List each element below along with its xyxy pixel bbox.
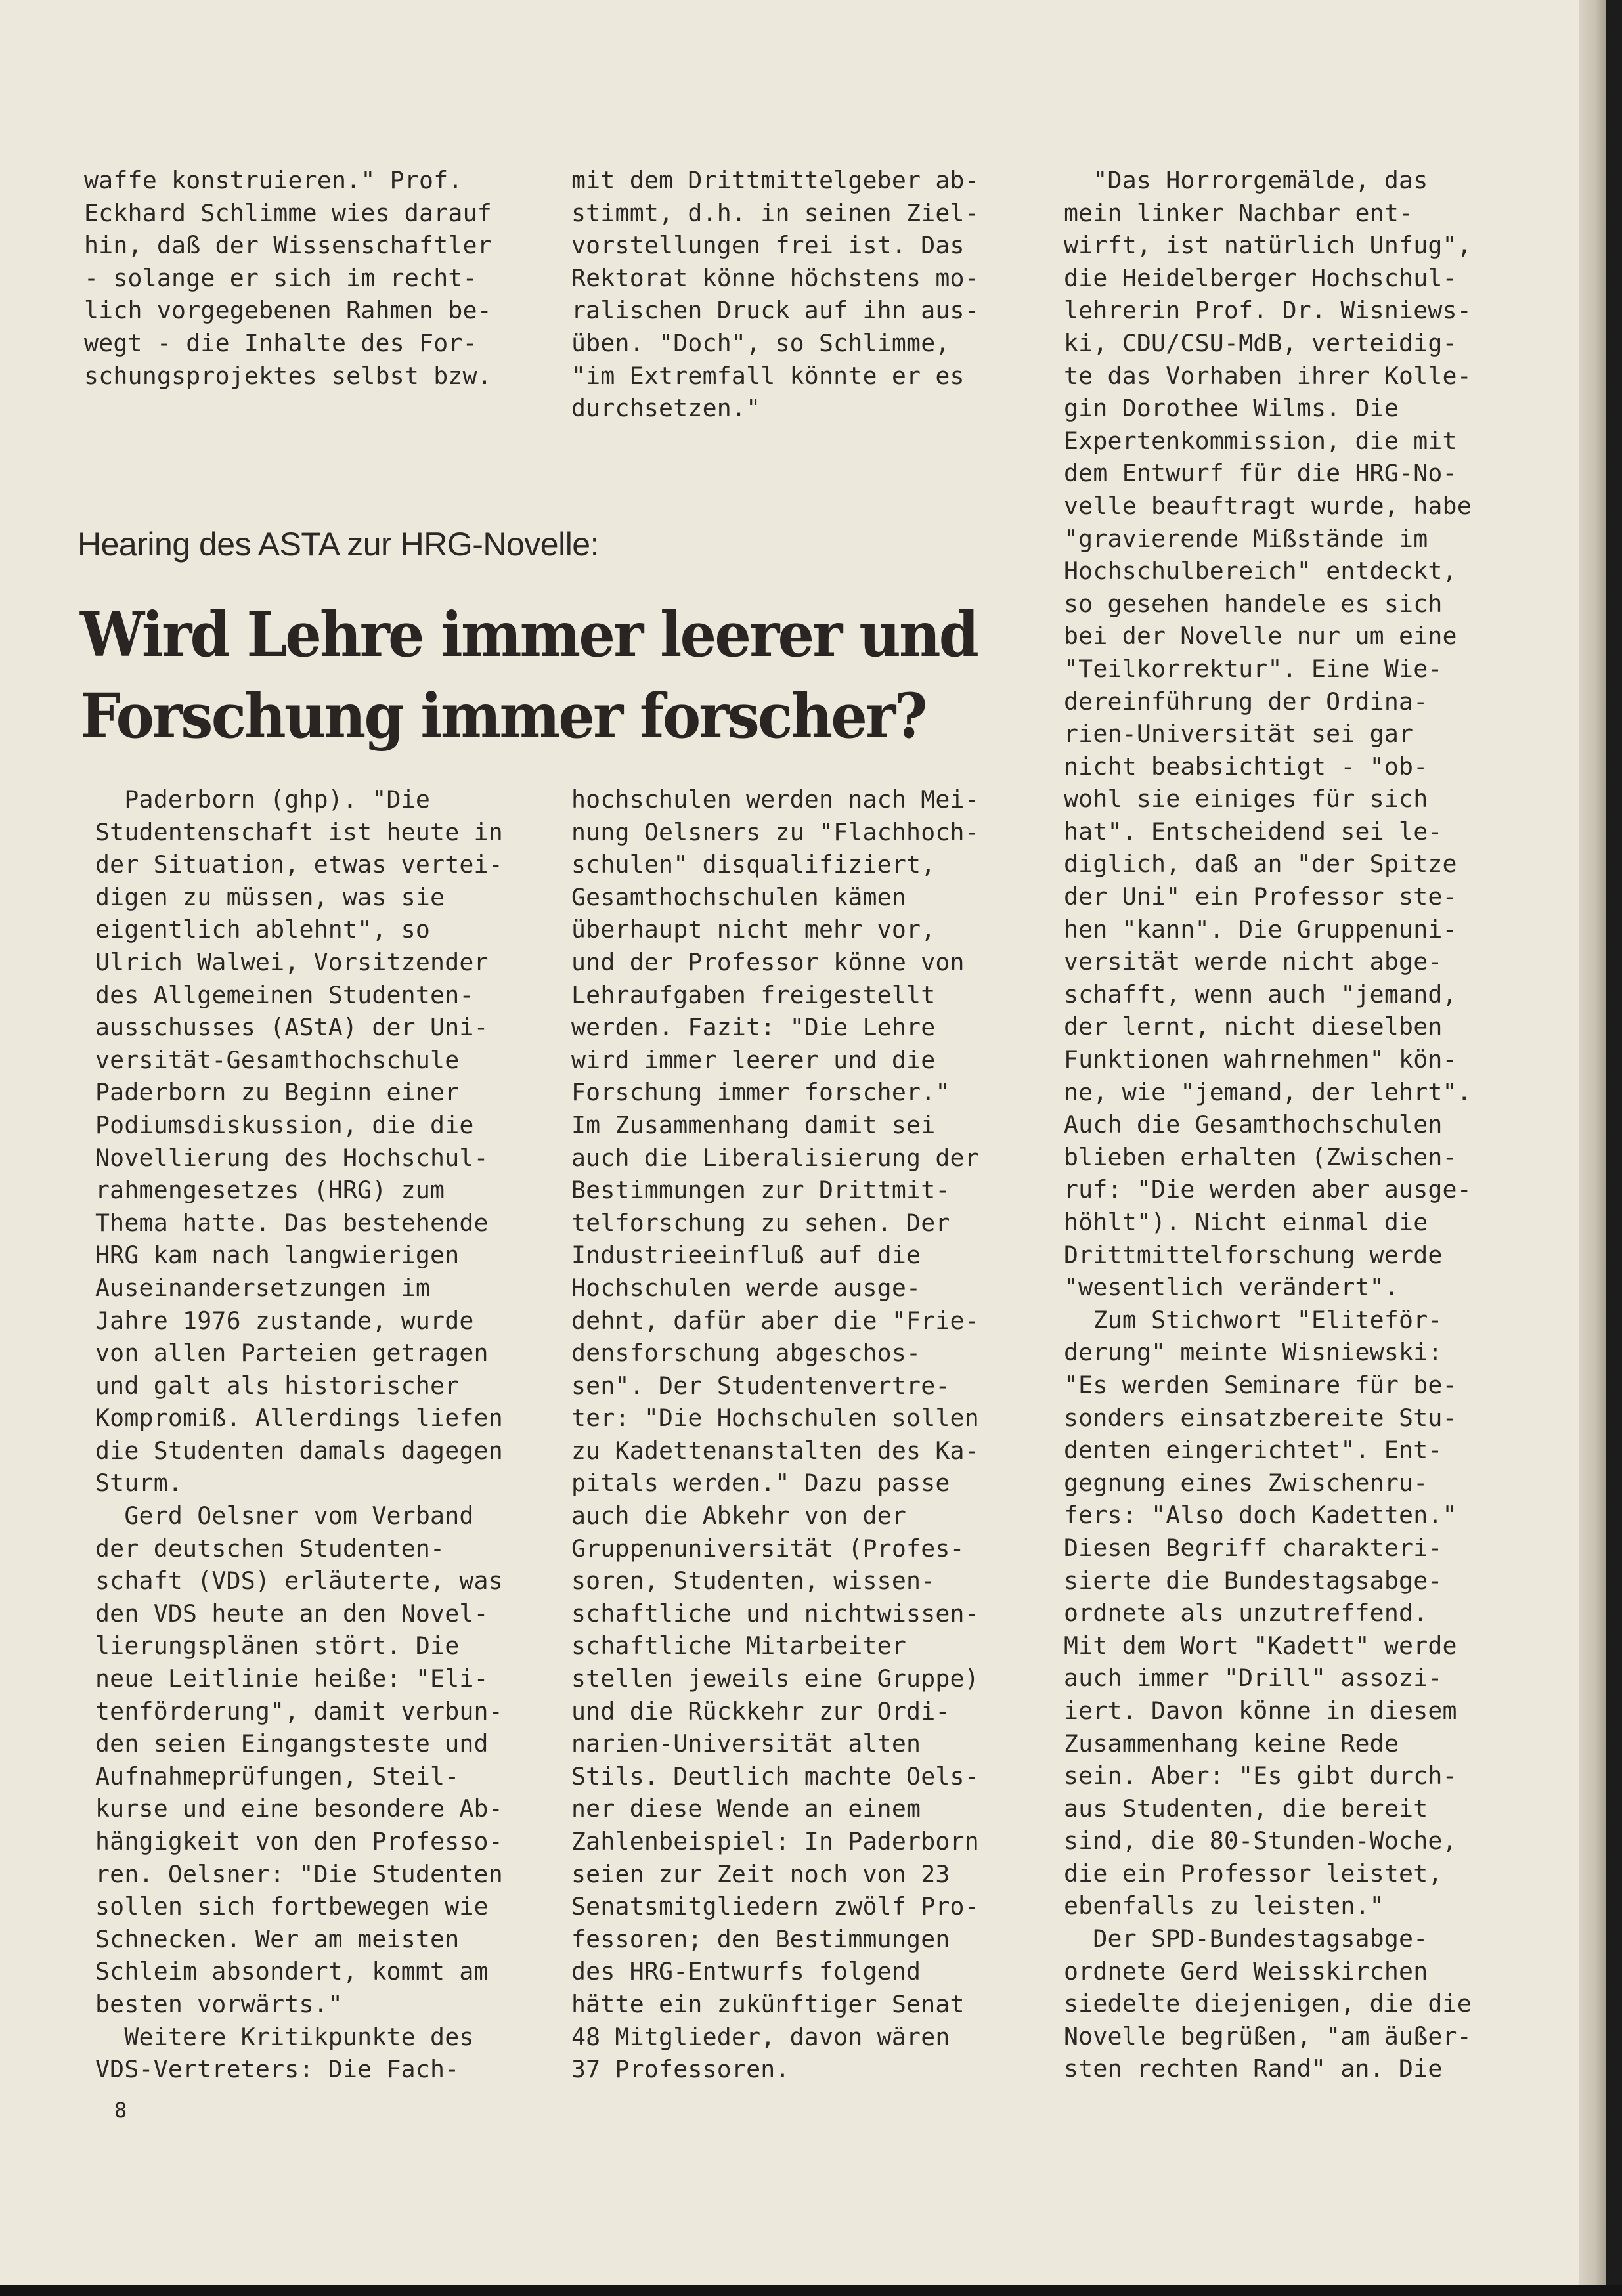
text-line: sten rechten Rand" an. Die — [1064, 2054, 1443, 2083]
text-line: Forschung immer forscher." — [571, 1078, 950, 1107]
text-line: ebenfalls zu leisten." — [1064, 1892, 1384, 1920]
text-line: dereinführung der Ordina- — [1064, 687, 1428, 716]
text-line: schulen" disqualifiziert, — [571, 850, 936, 879]
text-line: hin, daß der Wissenschaftler — [84, 231, 492, 260]
text-line: und der Professor könne von — [571, 947, 965, 976]
text-line: eigentlich ablehnt", so — [95, 915, 431, 944]
text-line: sen". Der Studentenvertre- — [571, 1371, 950, 1400]
text-line: und die Rückkehr zur Ordi- — [571, 1697, 950, 1725]
article-headline — [80, 594, 977, 757]
text-line: iert. Davon könne in diesem — [1064, 1696, 1457, 1725]
text-line: "Teilkorrektur". Eine Wie- — [1064, 654, 1443, 683]
text-line: Novellierung des Hochschul- — [95, 1143, 489, 1172]
text-line: Drittmittelforschung werde — [1064, 1240, 1443, 1269]
text-line: Hochschulbereich" entdeckt, — [1064, 557, 1457, 586]
text-line: der Uni" ein Professor ste- — [1064, 882, 1457, 911]
text-line: Mit dem Wort "Kadett" werde — [1064, 1631, 1457, 1660]
text-line: ordnete Gerd Weisskirchen — [1064, 1957, 1428, 1985]
text-line: Zusammenhang keine Rede — [1064, 1729, 1399, 1758]
column-left — [95, 783, 503, 2086]
text-line: Ulrich Walwei, Vorsitzender — [95, 947, 489, 976]
text-line: Lehraufgaben freigestellt — [571, 980, 936, 1009]
text-line: waffe konstruieren." Prof. — [84, 166, 463, 194]
text-line: Studentenschaft ist heute in — [95, 817, 503, 846]
text-line: velle beauftragt wurde, habe — [1064, 491, 1472, 520]
text-line: dehnt, dafür aber die "Frie- — [571, 1306, 979, 1335]
text-line: wird immer leerer und die — [571, 1045, 936, 1074]
text-line: digen zu müssen, was sie — [95, 882, 445, 911]
text-line: Funktionen wahrnehmen" kön- — [1064, 1045, 1457, 1074]
text-line: "Das Horrorgemälde, das — [1064, 166, 1428, 194]
text-line: Jahre 1976 zustande, wurde — [95, 1306, 474, 1335]
text-line: nicht beabsichtigt - "ob- — [1064, 752, 1428, 781]
text-line: denten eingerichtet". Ent- — [1064, 1436, 1443, 1465]
text-line: gin Dorothee Wilms. Die — [1064, 394, 1399, 423]
headline-line-2: Forschung immer forscher? — [80, 680, 926, 752]
text-line: fessoren; den Bestimmungen — [571, 1924, 950, 1953]
text-line: hat". Entscheidend sei le- — [1064, 817, 1443, 846]
text-line: "im Extremfall könnte er es — [571, 361, 965, 390]
text-line: ki, CDU/CSU-MdB, verteidig- — [1064, 328, 1457, 357]
text-line: bei der Novelle nur um eine — [1064, 622, 1457, 651]
text-line: Industrieeinfluß auf die — [571, 1241, 921, 1270]
text-line: auch immer "Drill" assozi- — [1064, 1664, 1443, 1693]
text-line: Im Zusammenhang damit sei — [571, 1110, 936, 1139]
text-line: - solange er sich im recht- — [84, 263, 477, 292]
text-line: dem Entwurf für die HRG-No- — [1064, 459, 1457, 488]
text-line: Rektorat könne höchstens mo- — [571, 263, 979, 292]
text-line: derung" meinte Wisniewski: — [1064, 1338, 1443, 1367]
text-line: Gesamthochschulen kämen — [571, 882, 907, 911]
text-line: sollen sich fortbewegen wie — [95, 1892, 489, 1921]
headline-line-1: Wird Lehre immer leerer und — [80, 599, 978, 671]
text-line: überhaupt nicht mehr vor, — [571, 915, 936, 944]
text-line: Zum Stichwort "Eliteför- — [1064, 1305, 1443, 1334]
text-line: "gravierende Mißstände im — [1064, 524, 1428, 553]
text-line: mit dem Drittmittelgeber ab- — [571, 166, 979, 194]
text-line: Gerd Oelsner vom Verband — [95, 1502, 474, 1530]
text-line: 48 Mitglieder, davon wären — [571, 2022, 950, 2051]
text-line: Expertenkommission, die mit — [1064, 426, 1457, 455]
text-line: blieben erhalten (Zwischen- — [1064, 1142, 1457, 1171]
text-line: diglich, daß an "der Spitze — [1064, 850, 1457, 878]
text-line: telforschung zu sehen. Der — [571, 1208, 950, 1237]
text-line: durchsetzen." — [571, 394, 761, 423]
text-line: schafft, wenn auch "jemand, — [1064, 980, 1457, 1008]
text-line: Auch die Gesamthochschulen — [1064, 1110, 1443, 1139]
text-line: des Allgemeinen Studenten- — [95, 980, 474, 1009]
text-line: siedelte diejenigen, die die — [1064, 1989, 1472, 2018]
text-line: schaftliche Mitarbeiter — [571, 1632, 907, 1660]
text-line: so gesehen handele es sich — [1064, 589, 1443, 618]
text-line: zu Kadettenanstalten des Ka- — [571, 1436, 979, 1465]
scan-border — [0, 2285, 1622, 2296]
text-line: stimmt, d.h. in seinen Ziel- — [571, 198, 979, 227]
text-line: sind, die 80-Stunden-Woche, — [1064, 1827, 1457, 1855]
text-line: rahmengesetzes (HRG) zum — [95, 1176, 445, 1205]
column-middle — [571, 783, 979, 2086]
text-line: Auseinandersetzungen im — [95, 1273, 431, 1302]
text-line: ausschusses (AStA) der Uni- — [95, 1013, 489, 1042]
text-line: HRG kam nach langwierigen — [95, 1241, 460, 1270]
text-line: Kompromiß. Allerdings liefen — [95, 1404, 503, 1433]
text-line: "Es werden Seminare für be- — [1064, 1370, 1457, 1399]
text-line: ordnete als unzutreffend. — [1064, 1599, 1428, 1628]
text-line: soren, Studenten, wissen- — [571, 1567, 936, 1595]
text-line: besten vorwärts." — [95, 1989, 343, 2018]
column-top-left — [84, 164, 492, 392]
text-line: hen "kann". Die Gruppenuni- — [1064, 915, 1457, 943]
text-line: densforschung abgeschos- — [571, 1339, 921, 1368]
text-line: wohl sie einiges für sich — [1064, 785, 1428, 813]
text-line: nung Oelsners zu "Flachhoch- — [571, 817, 979, 846]
binding-edge — [1579, 0, 1606, 2285]
text-line: auch die Liberalisierung der — [571, 1143, 979, 1172]
text-line: narien-Universität alten — [571, 1729, 921, 1758]
text-line: stellen jeweils eine Gruppe) — [571, 1664, 979, 1693]
page-number: 8 — [114, 2098, 127, 2123]
text-line: ralischen Druck auf ihn aus- — [571, 296, 979, 325]
text-line: VDS-Vertreters: Die Fach- — [95, 2055, 460, 2084]
text-line: hängigkeit von den Professo- — [95, 1827, 503, 1855]
text-line: höhlt"). Nicht einmal die — [1064, 1208, 1428, 1236]
text-line: den seien Eingangsteste und — [95, 1729, 489, 1758]
text-line: sierte die Bundestagsabge- — [1064, 1566, 1443, 1595]
text-line: Schleim absondert, kommt am — [95, 1957, 489, 1986]
text-line: der deutschen Studenten- — [95, 1534, 445, 1563]
text-line: lehrerin Prof. Dr. Wisniews- — [1064, 296, 1472, 325]
text-line: hochschulen werden nach Mei- — [571, 785, 979, 813]
column-right — [1064, 164, 1472, 2085]
text-line: gegnung eines Zwischenru- — [1064, 1468, 1428, 1497]
text-line: des HRG-Entwurfs folgend — [571, 1957, 921, 1986]
text-line: Der SPD-Bundestagsabge- — [1064, 1924, 1428, 1953]
text-line: lierungsplänen stört. Die — [95, 1632, 460, 1660]
text-line: schaftliche und nichtwissen- — [571, 1599, 979, 1628]
text-line: Gruppenuniversität (Profes- — [571, 1534, 965, 1563]
text-line: 37 Professoren. — [571, 2055, 790, 2084]
text-line: schungsprojektes selbst bzw. — [84, 361, 492, 390]
text-line: wirft, ist natürlich Unfug", — [1064, 231, 1472, 260]
text-line: Paderborn zu Beginn einer — [95, 1078, 460, 1107]
text-line: hätte ein zukünftiger Senat — [571, 1989, 965, 2018]
text-line: und galt als historischer — [95, 1371, 460, 1400]
text-line: neue Leitlinie heiße: "Eli- — [95, 1664, 489, 1693]
text-line: Stils. Deutlich machte Oels- — [571, 1762, 979, 1790]
text-line: Paderborn (ghp). "Die — [95, 785, 431, 813]
text-line: ruf: "Die werden aber ausge- — [1064, 1175, 1472, 1204]
text-line: versität-Gesamthochschule — [95, 1045, 460, 1074]
text-line: seien zur Zeit noch von 23 — [571, 1859, 950, 1888]
text-line: auch die Abkehr von der — [571, 1502, 907, 1530]
text-line: von allen Parteien getragen — [95, 1339, 489, 1368]
text-line: sonders einsatzbereite Stu- — [1064, 1403, 1457, 1432]
text-line: aus Studenten, die bereit — [1064, 1794, 1428, 1823]
text-line: tenförderung", damit verbun- — [95, 1697, 503, 1725]
text-line: ter: "Die Hochschulen sollen — [571, 1404, 979, 1433]
text-line: Sturm. — [95, 1469, 183, 1498]
text-line: "wesentlich verändert". — [1064, 1273, 1399, 1302]
text-line: ner diese Wende an einem — [571, 1794, 921, 1823]
text-line: te das Vorhaben ihrer Kolle- — [1064, 361, 1472, 390]
text-line: wegt - die Inhalte des For- — [84, 328, 477, 357]
text-line: ne, wie "jemand, der lehrt". — [1064, 1077, 1472, 1106]
article-kicker: Hearing des ASTA zur HRG-Novelle: — [77, 526, 599, 563]
text-line: Thema hatte. Das bestehende — [95, 1208, 489, 1237]
column-top-middle — [571, 164, 979, 425]
text-line: werden. Fazit: "Die Lehre — [571, 1013, 936, 1042]
text-line: vorstellungen frei ist. Das — [571, 231, 965, 260]
text-line: Zahlenbeispiel: In Paderborn — [571, 1827, 979, 1855]
text-line: pitals werden." Dazu passe — [571, 1469, 950, 1498]
text-line: der lernt, nicht dieselben — [1064, 1012, 1443, 1041]
text-line: kurse und eine besondere Ab- — [95, 1794, 503, 1823]
text-line: Podiumsdiskussion, die die — [95, 1110, 474, 1139]
text-line: lich vorgegebenen Rahmen be- — [84, 296, 492, 325]
text-line: die Studenten damals dagegen — [95, 1436, 503, 1465]
text-line: rien-Universität sei gar — [1064, 720, 1414, 748]
text-line: fers: "Also doch Kadetten." — [1064, 1501, 1457, 1530]
text-line: Schnecken. Wer am meisten — [95, 1924, 460, 1953]
text-line: die ein Professor leistet, — [1064, 1859, 1443, 1888]
text-line: Hochschulen werde ausge- — [571, 1273, 921, 1302]
text-line: schaft (VDS) erläuterte, was — [95, 1567, 503, 1595]
text-line: Eckhard Schlimme wies darauf — [84, 198, 492, 227]
text-line: Diesen Begriff charakteri- — [1064, 1533, 1443, 1562]
text-line: Senatsmitgliedern zwölf Pro- — [571, 1892, 979, 1921]
text-line: Weitere Kritikpunkte des — [95, 2022, 474, 2051]
text-line: sein. Aber: "Es gibt durch- — [1064, 1762, 1457, 1790]
text-line: der Situation, etwas vertei- — [95, 850, 503, 879]
text-line: Aufnahmeprüfungen, Steil- — [95, 1762, 460, 1790]
text-line: Novelle begrüßen, "am äußer- — [1064, 2022, 1472, 2050]
text-line: ren. Oelsner: "Die Studenten — [95, 1859, 503, 1888]
text-line: die Heidelberger Hochschul- — [1064, 263, 1457, 292]
text-line: üben. "Doch", so Schlimme, — [571, 328, 950, 357]
text-line: mein linker Nachbar ent- — [1064, 198, 1414, 227]
text-line: den VDS heute an den Novel- — [95, 1599, 489, 1628]
text-line: Bestimmungen zur Drittmit- — [571, 1176, 950, 1205]
text-line: versität werde nicht abge- — [1064, 947, 1443, 976]
